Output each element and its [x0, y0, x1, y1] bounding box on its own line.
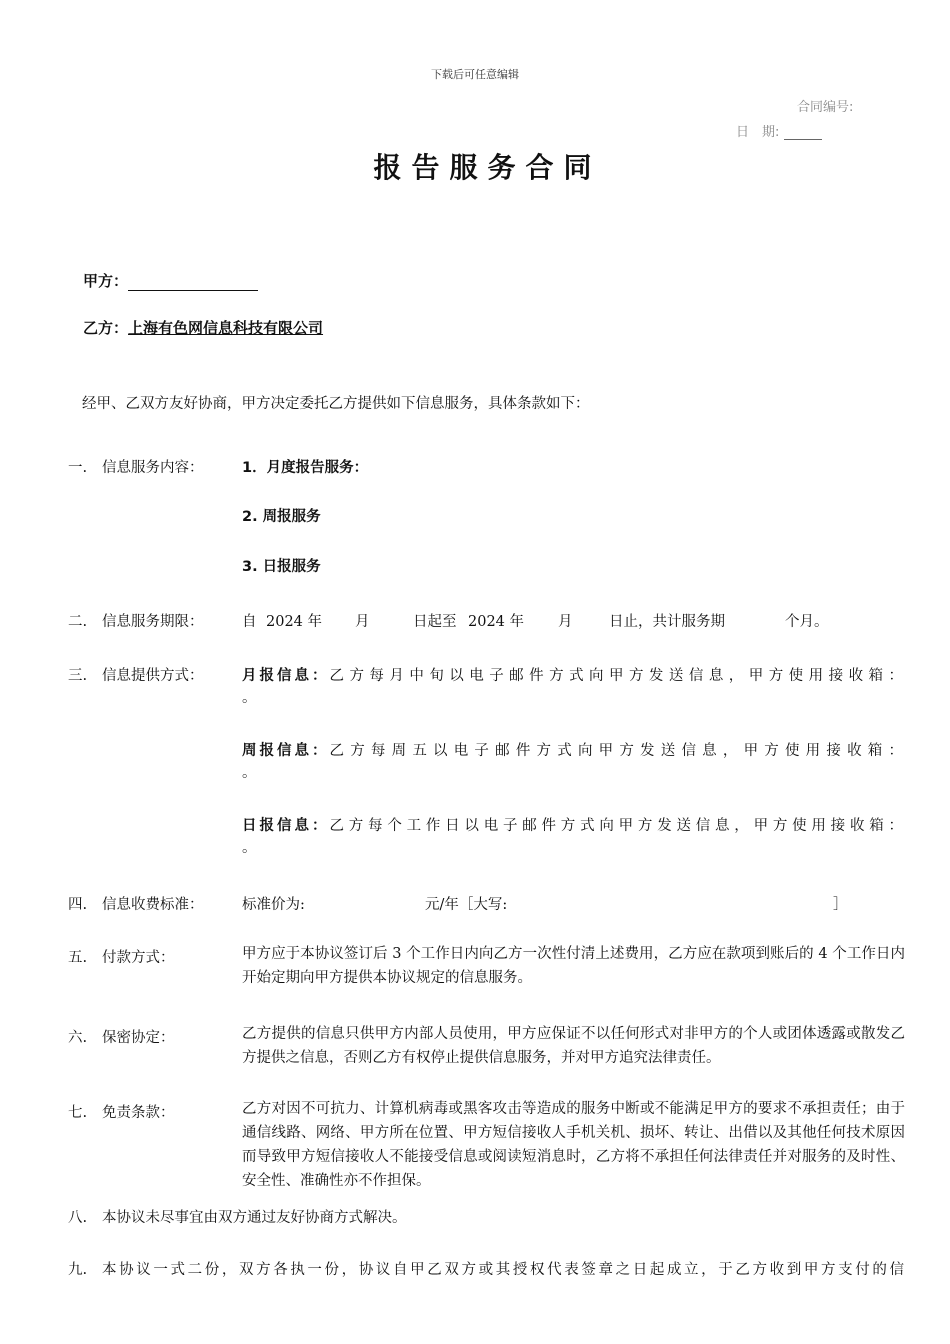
party-b-name: 上海有色网信息科技有限公司 [128, 319, 324, 337]
disclaimer-text: 乙方对因不可抗力、计算机病毒或黑客攻击等造成的服务中断或不能满足甲方的要求不承担责任；由于通信线路、网络、甲方所在位置、甲方短信接收人手机关机、损坏、转让、出借以及其他任何技术原因而导致甲方短信接收人不能接受信息或阅读短消息时，乙方将不承担任何法律责任并对服务的及时性、安全性、准确性亦不作担保。 [242, 1101, 905, 1189]
section-2-number: 二. [68, 614, 88, 630]
section-5-number: 五. [68, 950, 88, 966]
contract-number-label: 合同编号: [797, 100, 854, 115]
delivery-daily-end: 。 [242, 840, 257, 856]
delivery-weekly-line [242, 739, 905, 760]
section-8-text: 本协议未尽事宜由双方通过友好协商方式解决。 [102, 1210, 407, 1226]
party-a-line [83, 270, 258, 291]
party-a-label: 甲方： [83, 272, 129, 290]
delivery-weekly [242, 739, 905, 782]
date-label: 日 期: [736, 125, 780, 140]
delivery-monthly-line [242, 664, 905, 685]
delivery-daily [242, 814, 905, 857]
section-9-number: 九. [68, 1262, 88, 1278]
price-bracket-close: ］ [833, 897, 848, 913]
delivery-monthly-text: 乙方每月中旬以电子邮件方式向甲方发送信息，甲方使用接收箱： [329, 668, 905, 684]
period-months: 个月。 [785, 614, 829, 630]
period-start-day: 日起至 [413, 614, 457, 630]
section-7-number: 七. [68, 1105, 88, 1121]
header-note: 下载后可任意编辑 [431, 68, 519, 81]
party-a-blank [128, 273, 258, 291]
section-9-text: 本协议一式二份，双方各执一份，协议自甲乙双方或其授权代表签章之日起成立，于乙方收到甲方支付的信 [102, 1262, 905, 1278]
period-from: 自 [242, 614, 257, 630]
section-4-label: 信息收费标准： [102, 897, 204, 913]
price-label: 标准价为: [242, 897, 305, 913]
section-5-label: 付款方式： [102, 950, 175, 966]
delivery-daily-text: 乙方每个工作日以电子邮件方式向甲方发送信息，甲方使用接收箱： [329, 818, 905, 834]
service-item-monthly: 1．月度报告服务： [242, 460, 369, 476]
payment-terms-text: 甲方应于本协议签订后 3 个工作日内向乙方一次性付清上述费用，乙方应在款项到账后的 4 个工作日内开始定期向甲方提供本协议规定的信息服务。 [242, 946, 905, 986]
section-8-number: 八. [68, 1210, 88, 1226]
intro-text: 经甲、乙双方友好协商，甲方决定委托乙方提供如下信息服务，具体条款如下： [82, 396, 590, 412]
period-start-year: 2024 年 [266, 614, 323, 630]
period-end-year: 2024 年 [468, 614, 525, 630]
section-3-number: 三. [68, 668, 88, 684]
section-3-label: 信息提供方式： [102, 668, 204, 684]
section-4-number: 四. [68, 897, 88, 913]
party-b-label: 乙方： [83, 319, 129, 337]
delivery-daily-lead: 日报信息： [242, 818, 330, 834]
delivery-monthly-end: 。 [242, 690, 257, 706]
service-item-weekly: 2. 周报服务 [242, 509, 321, 525]
section-6-label: 保密协定： [102, 1030, 175, 1046]
period-end-month: 月 [558, 614, 573, 630]
delivery-monthly-lead: 月报信息： [242, 668, 330, 684]
delivery-monthly [242, 664, 905, 707]
delivery-daily-line [242, 814, 905, 835]
period-end-day: 日止，共计服务期 [609, 614, 725, 630]
section-1-number: 一. [68, 460, 88, 476]
price-unit: 元/年［大写: [425, 897, 508, 913]
page-title: 报告服务合同 [373, 151, 602, 184]
section-2-label: 信息服务期限： [102, 614, 204, 630]
date-field [736, 121, 822, 140]
service-item-daily: 3. 日报服务 [242, 559, 321, 575]
delivery-weekly-text: 乙方每周五以电子邮件方式向甲方发送信息，甲方使用接收箱： [329, 743, 905, 759]
party-b-line [83, 317, 323, 338]
section-7-label: 免责条款： [102, 1105, 175, 1121]
date-blank [784, 139, 822, 140]
delivery-weekly-lead: 周报信息： [242, 743, 330, 759]
section-1-label: 信息服务内容： [102, 460, 204, 476]
section-6-number: 六. [68, 1030, 88, 1046]
confidentiality-text: 乙方提供的信息只供甲方内部人员使用，甲方应保证不以任何形式对非甲方的个人或团体透露或散发乙方提供之信息，否则乙方有权停止提供信息服务，并对甲方追究法律责任。 [242, 1026, 905, 1066]
period-start-month: 月 [355, 614, 370, 630]
delivery-weekly-end: 。 [242, 765, 257, 781]
